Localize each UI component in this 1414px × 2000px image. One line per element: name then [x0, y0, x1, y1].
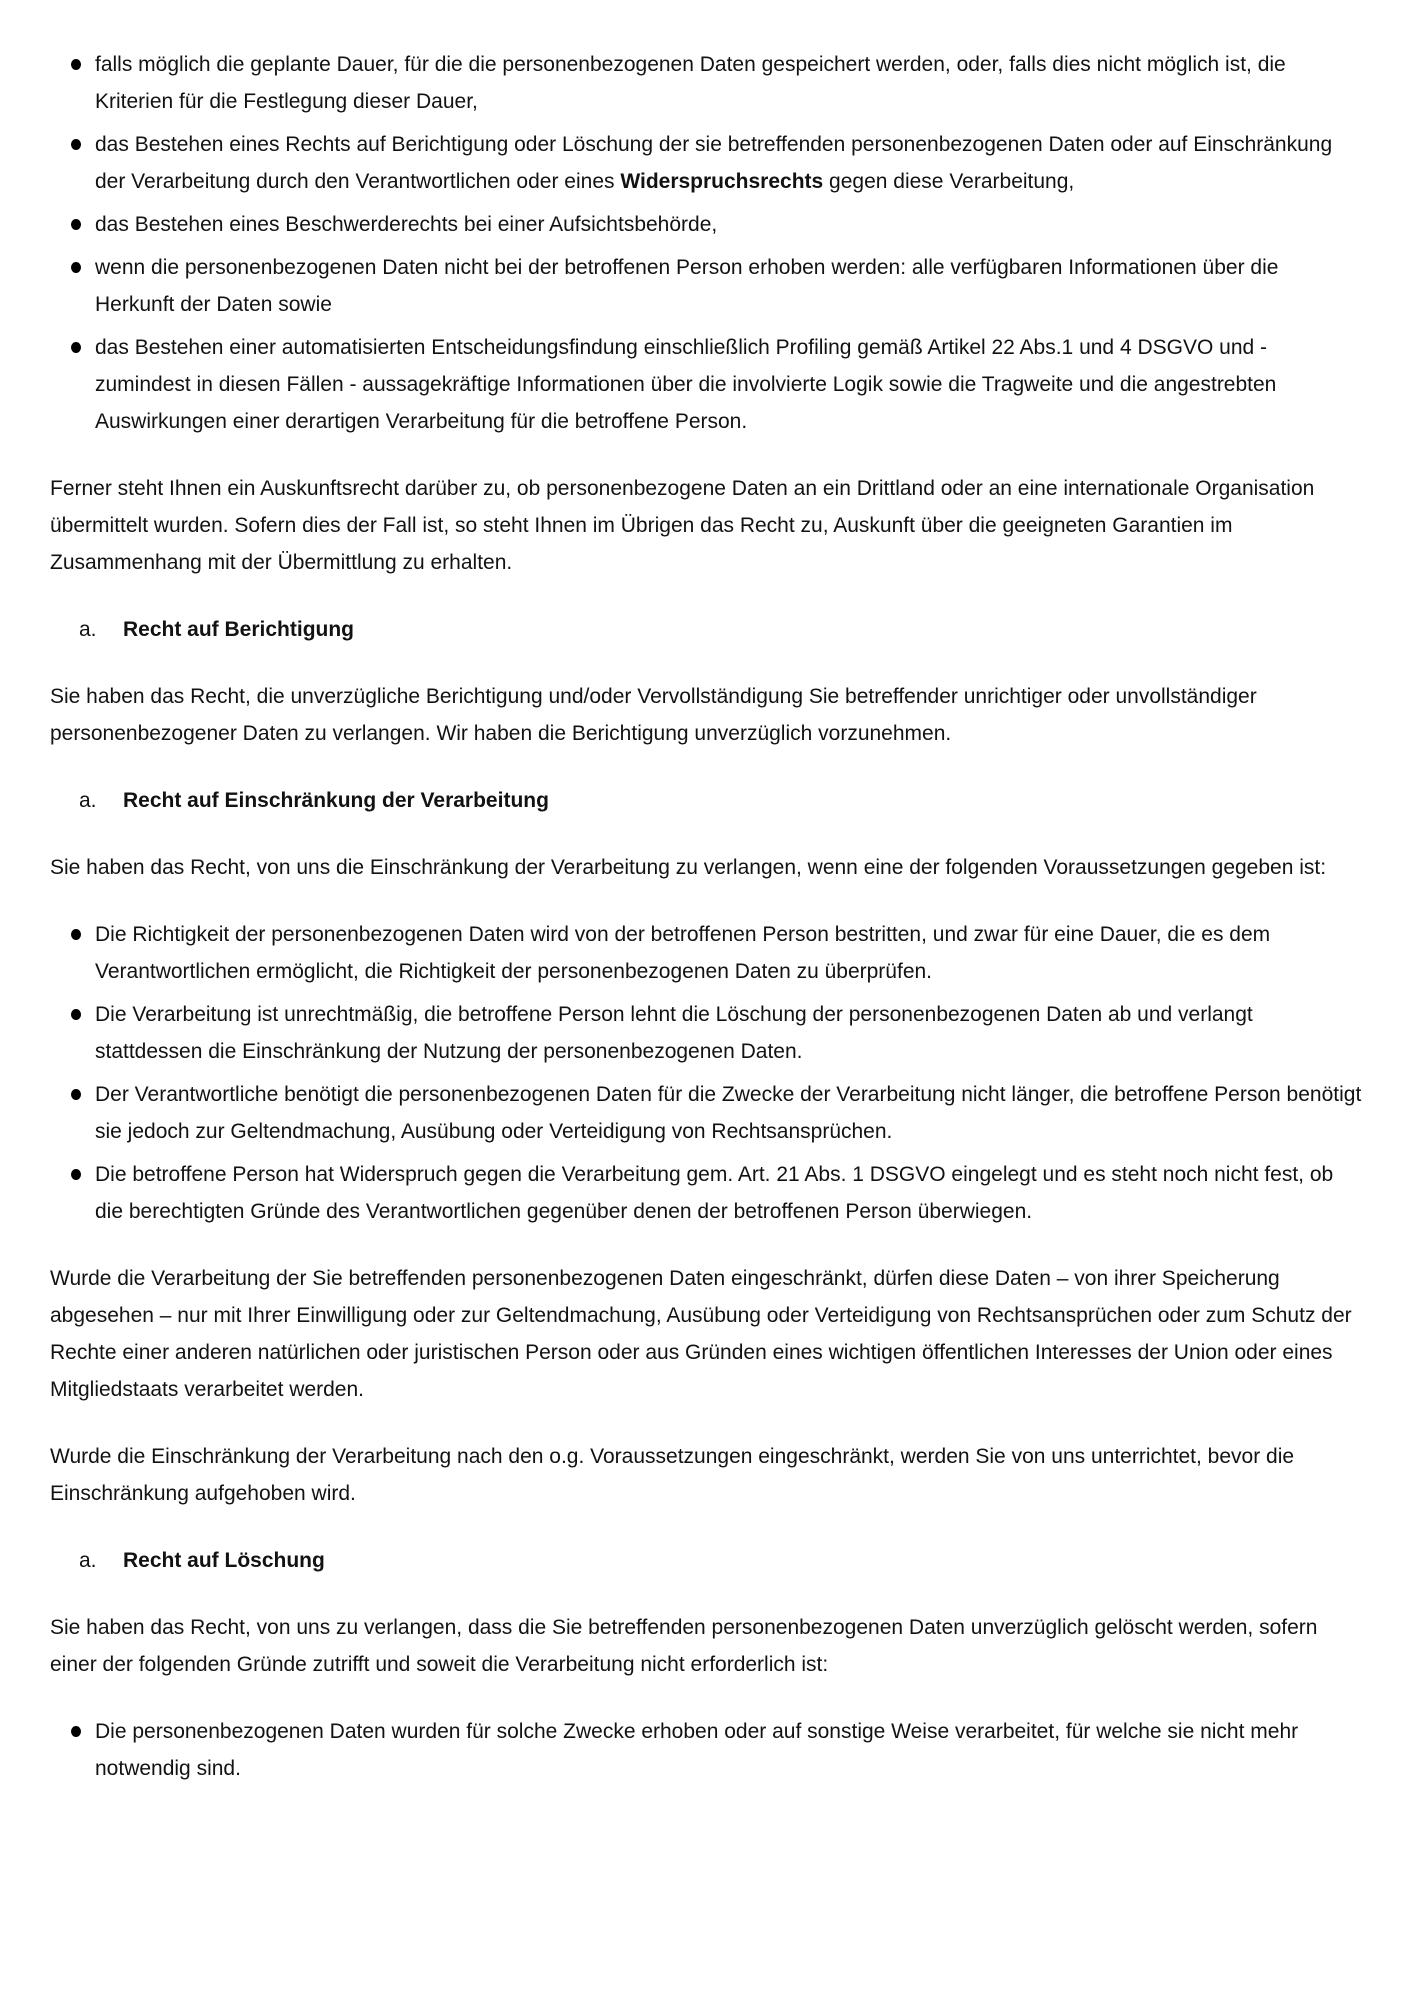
list-item-text: Die Verarbeitung ist unrechtmäßig, die betroffene Person lehnt die Löschung der personenbezogenen Daten ab und verlangt stattdessen die Einschränkung der Nutzung der personenbezogenen Daten. [95, 1003, 1253, 1063]
list-item-text: falls möglich die geplante Dauer, für die die personenbezogenen Daten gespeichert werden, oder, falls dies nicht möglich ist, die Kriterien für die Festlegung dieser Dauer, [95, 53, 1286, 113]
document-content [50, 46, 1362, 1787]
paragraph-restricted-use: Wurde die Verarbeitung der Sie betreffenden personenbezogenen Daten eingeschränkt, dürfen diese Daten – von ihrer Speicherung abgesehen – nur mit Ihrer Einwilligung oder zur Geltendmachung, Ausübung oder Verteidigung von Rechtsansprüchen oder zum Schutz der Rechte einer anderen natürlichen oder juristischen Person oder aus Gründen eines wichtigen öffentlichen Interesses der Union oder eines Mitgliedstaats verarbeitet werden. [50, 1267, 1352, 1401]
paragraph-restriction-intro: Sie haben das Recht, von uns die Einschränkung der Verarbeitung zu verlangen, wenn eine der folgenden Voraussetzungen gegeben ist: [50, 856, 1327, 879]
list-item [95, 1156, 1362, 1230]
paragraph-restriction-lift: Wurde die Einschränkung der Verarbeitung nach den o.g. Voraussetzungen eingeschränkt, werden Sie von uns unterrichtet, bevor die Einschränkung aufgehoben wird. [50, 1445, 1295, 1505]
section-heading-title: Recht auf Einschränkung der Verarbeitung [123, 789, 549, 812]
list-item [95, 916, 1362, 990]
section-heading-restriction [50, 782, 1362, 819]
section-heading-rectification [50, 611, 1362, 648]
bullet-icon [71, 1726, 81, 1737]
list-item [95, 126, 1362, 200]
bullet-icon [71, 342, 81, 353]
section-heading-title: Recht auf Berichtigung [123, 618, 355, 641]
list-item [95, 1076, 1362, 1150]
section-heading-title: Recht auf Löschung [123, 1549, 325, 1572]
list-marker: a. [79, 1549, 97, 1572]
list-item-text: Die Richtigkeit der personenbezogenen Daten wird von der betroffenen Person bestritten, und zwar für eine Dauer, die es dem Verantwortlichen ermöglicht, die Richtigkeit der personenbezogenen Daten zu überprüfen. [95, 923, 1271, 983]
restriction-conditions-list [50, 916, 1362, 1230]
bullet-icon [71, 59, 81, 70]
paragraph-erasure-intro: Sie haben das Recht, von uns zu verlangen, dass die Sie betreffenden personenbezogenen Daten unverzüglich gelöscht werden, sofern einer der folgenden Gründe zutrifft und soweit die Verarbeitung nicht erforderlich ist: [50, 1616, 1318, 1676]
section-heading-erasure [50, 1542, 1362, 1579]
bullet-icon [71, 1169, 81, 1180]
bullet-icon [71, 139, 81, 150]
list-item-text: Die betroffene Person hat Widerspruch gegen die Verarbeitung gem. Art. 21 Abs. 1 DSGVO eingelegt und es steht noch nicht fest, ob die berechtigten Gründe des Verantwortlichen gegenüber denen der betroffenen Person überwiegen. [95, 1163, 1334, 1223]
list-item-text: Der Verantwortliche benötigt die personenbezogenen Daten für die Zwecke der Verarbeitung nicht länger, die betroffene Person benötigt sie jedoch zur Geltendmachung, Ausübung oder Verteidigung von Rechtsansprüchen. [95, 1083, 1362, 1143]
list-item-text: gegen diese Verarbeitung, [823, 170, 1075, 193]
list-item-text: wenn die personenbezogenen Daten nicht bei der betroffenen Person erhoben werden: alle verfügbaren Informationen über die Herkunft der Daten sowie [95, 256, 1279, 316]
list-item [95, 249, 1362, 323]
list-item [95, 46, 1362, 120]
paragraph-transfer-right: Ferner steht Ihnen ein Auskunftsrecht darüber zu, ob personenbezogene Daten an ein Drittland oder an eine internationale Organisation übermittelt wurden. Sofern dies der Fall ist, so steht Ihnen im Übrigen das Recht zu, Auskunft über die geeigneten Garantien im Zusammenhang mit der Übermittlung zu erhalten. [50, 477, 1315, 574]
bullet-icon [71, 1009, 81, 1020]
list-item-text: Die personenbezogenen Daten wurden für solche Zwecke erhoben oder auf sonstige Weise verarbeitet, für welche sie nicht mehr notwendig sind. [95, 1720, 1299, 1780]
list-item [95, 1713, 1362, 1787]
paragraph-rectification: Sie haben das Recht, die unverzügliche Berichtigung und/oder Vervollständigung Sie betreffender unrichtiger oder unvollständiger personenbezogener Daten zu verlangen. Wir haben die Berichtigung unverzüglich vorzunehmen. [50, 685, 1257, 745]
list-item-text: das Bestehen einer automatisierten Entscheidungsfindung einschließlich Profiling gemäß Artikel 22 Abs.1 und 4 DSGVO und - zumindest in diesen Fällen - aussagekräftige Informationen über die involvierte Logik sowie die Tragweite und die angestrebten Auswirkungen einer derartigen Verarbeitung für die betroffene Person. [95, 336, 1277, 433]
bullet-icon [71, 219, 81, 230]
list-item-text: das Bestehen eines Rechts auf Berichtigung oder Löschung der sie betreffenden personenbezogenen Daten oder auf Einschränkung der Verarbeitung durch den Verantwortlichen oder eines [95, 133, 1333, 193]
list-marker: a. [79, 789, 97, 812]
bullet-icon [71, 262, 81, 273]
bullet-icon [71, 929, 81, 940]
list-marker: a. [79, 618, 97, 641]
erasure-reasons-list [50, 1713, 1362, 1787]
list-item-text: das Bestehen eines Beschwerderechts bei einer Aufsichtsbehörde, [95, 213, 718, 236]
list-item [95, 329, 1362, 440]
bold-term: Widerspruchsrechts [620, 170, 824, 193]
list-item [95, 206, 1362, 243]
access-info-list [50, 46, 1362, 440]
bullet-icon [71, 1089, 81, 1100]
list-item [95, 996, 1362, 1070]
